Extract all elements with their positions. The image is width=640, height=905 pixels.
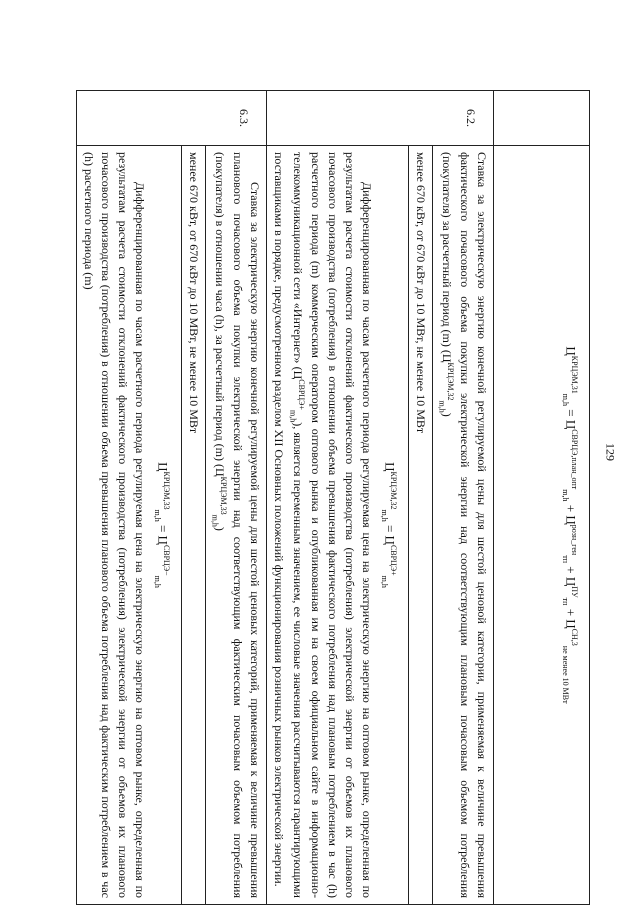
section-number: 6.2. [266,91,493,146]
section-number: 6.3. [76,91,266,146]
table-row [206,91,267,905]
level-cell: менее 670 кВт, от 670 кВт до 10 МВт, не менее 10 МВт [182,146,206,905]
table-row [76,91,181,905]
table-row [433,91,494,905]
description-cell [76,146,181,905]
section-description: Дифференцированная по часам расчетного периода регулируемая цена на электрическую энергию на оптовом рынке, определенная по результатам расчета стоимости отклонений фактического производства (потребления) электрической энергии от объемов их планового почасового производства (потребления) в отношении объема превышения фактического потребления над плановым потреблением в час (h) расчетного периода (m) коммерческим оператором оптового рынка и опубликованная им на своем официальном сайте в информационно-телекоммуникационной сети «Интернет» $(Ц^{СВРЦЭ+}_{m,h})$, является переменным значением, ее числовые значения рассчитываются гарантирующими поставщиками в порядке, предусмотренном разделом XII Основных положений функционирования розничных рынков электрической энергии. [272,152,374,898]
page-number: 129 [603,443,618,461]
level-cell: менее 670 кВт, от 670 кВт до 10 МВт, не менее 10 МВт [409,146,433,905]
table-row [182,91,206,905]
description-cell [266,146,408,905]
section-formula: $Ц^{КРЦЭМ,32}_{m,h} = Ц^{СВРЦЭ+}_{m,h}$ [380,462,399,588]
table-row [494,91,590,905]
section-intro: Ставка за электрическую энергию конечной регулируемой цены для шестой ценовой категории, применяемая к величине превышения фактического почасового объема покупки электрической энергии над соответствующим плановым почасовым объемом потребления (покупателя) за расчетный период (m) $(Ц^{КРЦЭМ,32}_{m,h})$ [433,146,494,905]
section-intro: Ставка за электрическую энергию конечной регулируемой цены для шестой ценовых категорий, применяемая к величине превышения планового почасового объема покупки электрической энергии над соответствующим фактическим почасовым объемом потребления (покупателя) в отношении часа (h), за расчетный период (m) $(Ц^{КРЦЭМ,33}_{m,h})$ [206,146,267,905]
section-formula: $Ц^{КРЦЭМ,33}_{m,h} = Ц^{СВРЦЭ-}_{m,h}$ [153,462,172,588]
formula-cell [494,146,590,905]
formula-top: $Ц^{КРЦЭМ,31}_{m,h} = Ц^{СВРЦЭ,план\_опт}_{m,h} + Ц^{розн\_ген}_{тп} + Ц^{ПУ}_{тп} + Ц^{СН,3}_{не менее 10 МВт}$ [561,346,579,704]
table-row [409,91,433,905]
row-number-blank [494,91,590,146]
table-row [266,91,408,905]
section-description: Дифференцированная по часам расчетного периода регулируемая цена на электрическую энергию на оптовом рынке, определенная по результатам расчета стоимости отклонений фактического производства (потребления) электрической энергии от объемов их планового почасового производства (потребления) в отношении объема превышения планового объема потребления над фактическим потреблением в час (h) расчетного периода (m) [81,152,147,898]
tariff-table [76,90,590,905]
rotated-document [81,90,590,905]
